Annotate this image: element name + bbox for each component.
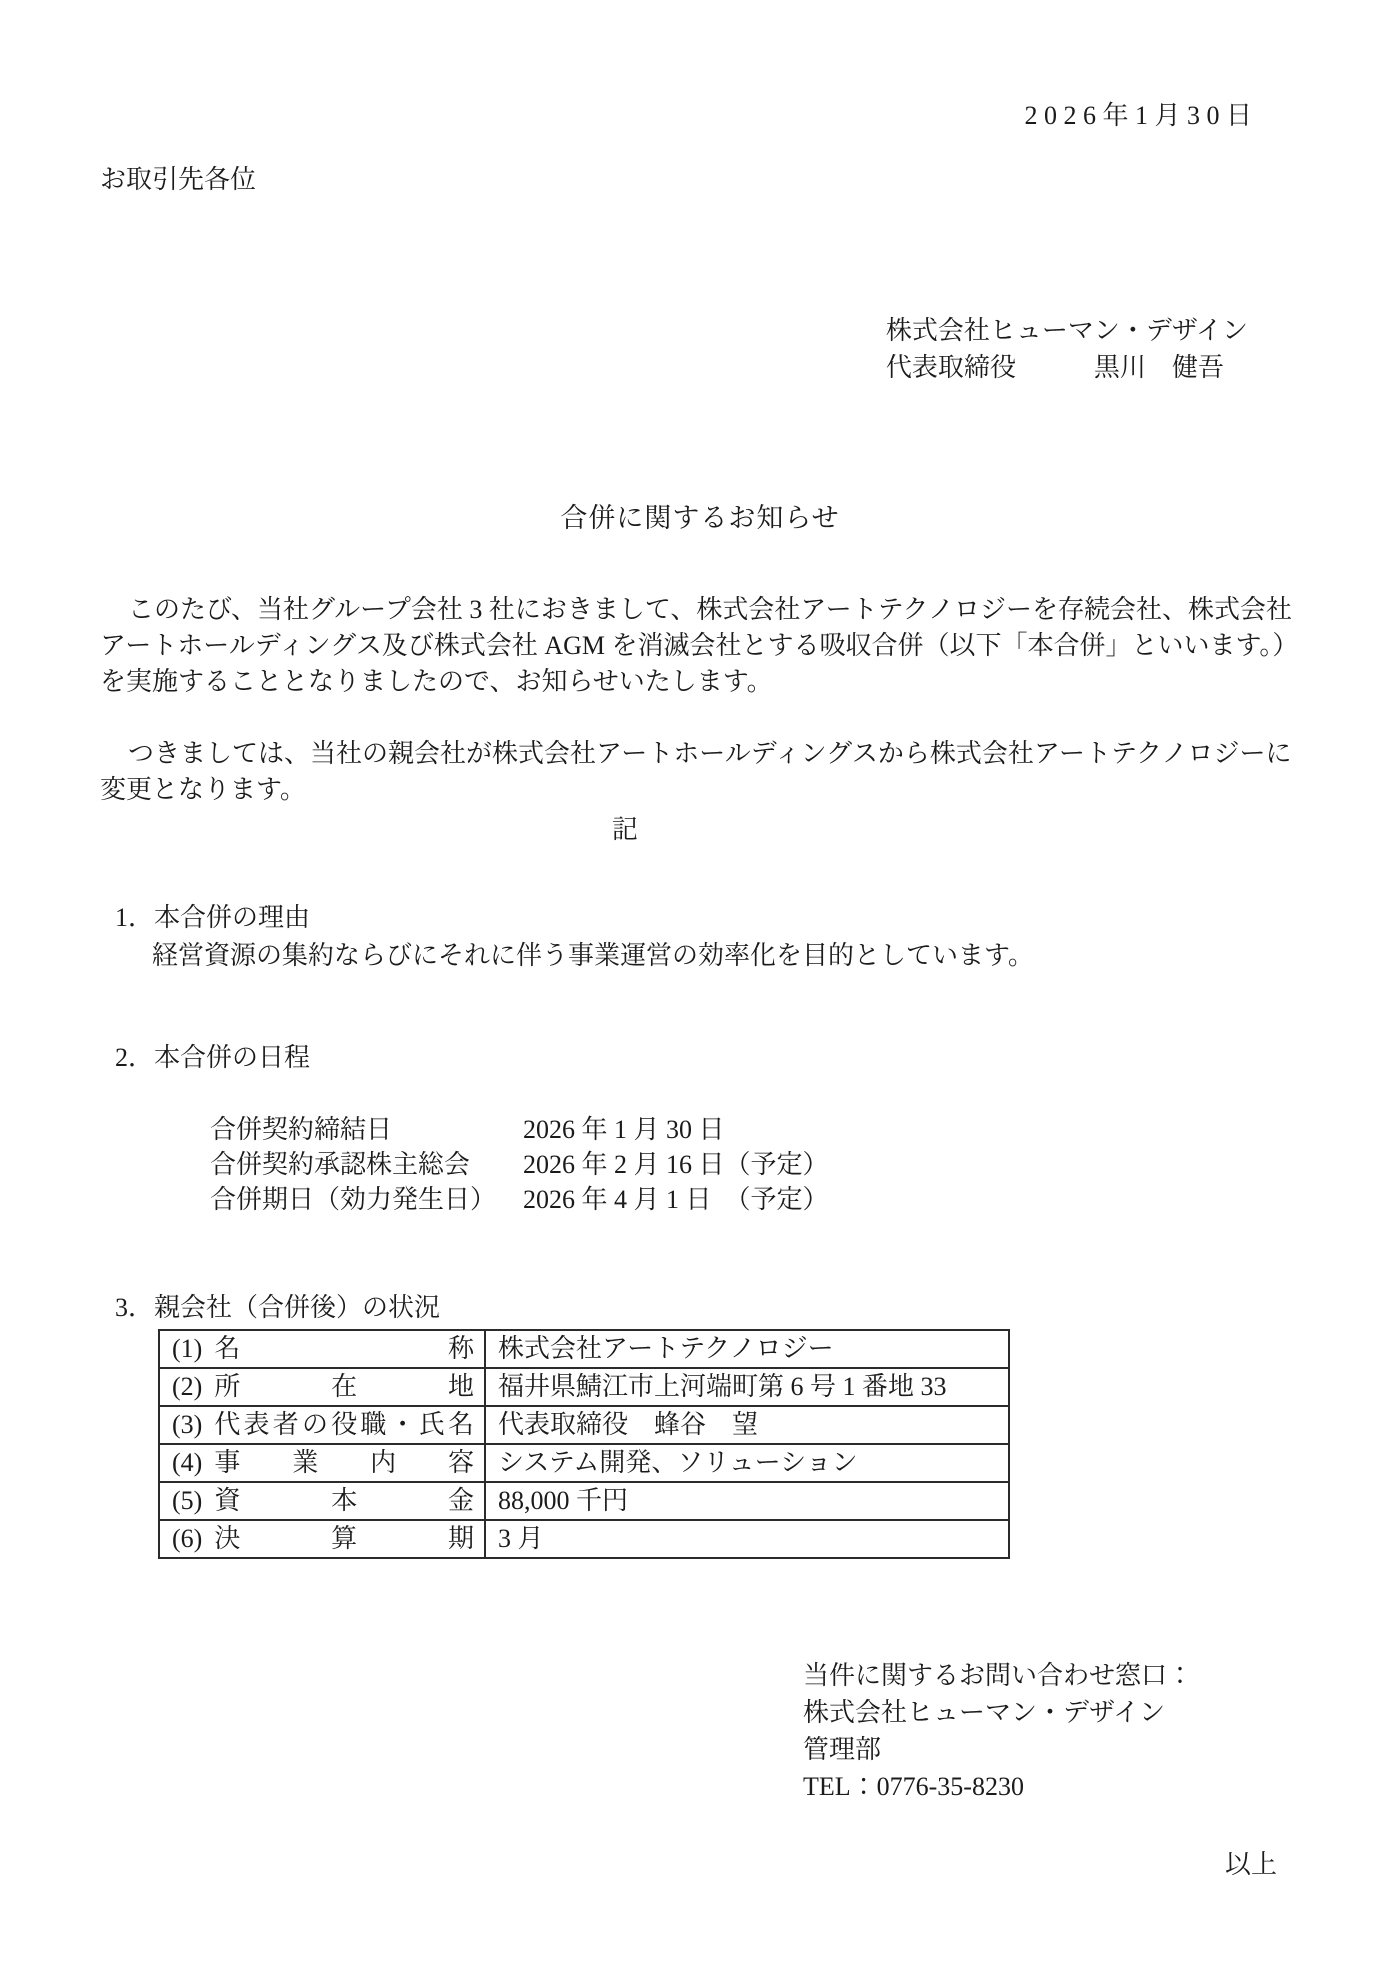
contact-company: 株式会社ヒューマン・デザイン (803, 1698, 1166, 1727)
table-row-business (159, 1444, 1009, 1482)
section-reason (100, 900, 1300, 974)
document-date: 2 0 2 6 年 1 月 3 0 日 (1024, 101, 1252, 130)
schedule-list (210, 1112, 1300, 1217)
table-row-label: 代表者の役職・氏名 (214, 1410, 474, 1439)
table-row-value: 代表取締役 蜂谷 望 (485, 1406, 1009, 1444)
table-row-representative (159, 1406, 1009, 1444)
paragraph-merger-announcement: このたび、当社グループ会社 3 社におきまして、株式会社アートテクノロジーを存続会社、株式会社アートホールディングス及び株式会社 AGM を消滅会社とする吸収合併（以下「本合併」といいます。）を実施することとなりましたので、お知らせいたします。 (100, 595, 1299, 696)
section-parent-company-heading: 3．親会社（合併後）の状況 (115, 1293, 441, 1322)
table-row-number: (6) (172, 1524, 203, 1553)
table-row-value: 3 月 (485, 1520, 1009, 1558)
table-row-value: 福井県鯖江市上河端町第 6 号 1 番地 33 (485, 1368, 1009, 1406)
closing-mark: 以上 (1224, 1850, 1277, 1879)
section-schedule (100, 1040, 1300, 1217)
table-row-number: (2) (172, 1372, 203, 1401)
table-row-label: 名称 (214, 1334, 474, 1363)
table-row-value: システム開発、ソリューション (485, 1444, 1009, 1482)
section-parent-company-status (100, 1290, 1300, 1559)
schedule-label: 合併契約締結日 (210, 1115, 393, 1144)
schedule-row-effective-date (210, 1182, 1300, 1217)
schedule-row-shareholders-meeting (210, 1147, 1300, 1182)
schedule-value: 2026 年 2 月 16 日（予定） (523, 1150, 829, 1179)
recipient-line: お取引先各位 (100, 165, 257, 194)
section-schedule-heading: 2．本合併の日程 (115, 1043, 311, 1072)
schedule-label: 合併期日（効力発生日） (210, 1185, 497, 1214)
sender-representative: 代表取締役 黒川 健吾 (885, 353, 1224, 382)
table-row-number: (3) (172, 1410, 203, 1439)
section-reason-body: 経営資源の集約ならびにそれに伴う事業運営の効率化を目的としています。 (152, 941, 1034, 970)
table-row-label: 所在地 (214, 1372, 474, 1401)
table-row-number: (1) (172, 1334, 203, 1363)
sender-company: 株式会社ヒューマン・デザイン (885, 316, 1248, 345)
contact-tel: TEL：0776-35-8230 (803, 1772, 1024, 1801)
table-row-number: (5) (172, 1486, 203, 1515)
section-reason-heading: 1．本合併の理由 (115, 903, 311, 932)
document-title: 合併に関するお知らせ (560, 503, 840, 533)
parent-company-table (158, 1329, 1010, 1559)
table-row-label: 決算期 (214, 1524, 474, 1553)
schedule-row-contract-date (210, 1112, 1300, 1147)
schedule-value: 2026 年 4 月 1 日 （予定） (523, 1185, 829, 1214)
table-row-name (159, 1330, 1009, 1368)
contact-block (803, 1657, 1300, 1805)
table-row-number: (4) (172, 1448, 203, 1477)
table-row-label: 事業内容 (214, 1448, 474, 1477)
schedule-value: 2026 年 1 月 30 日 (523, 1115, 725, 1144)
table-row-value: 88,000 千円 (485, 1482, 1009, 1520)
table-row-capital (159, 1482, 1009, 1520)
table-row-value: 株式会社アートテクノロジー (485, 1330, 1009, 1368)
table-row-address (159, 1368, 1009, 1406)
contact-heading: 当件に関するお問い合わせ窓口： (803, 1661, 1194, 1690)
contact-department: 管理部 (803, 1735, 882, 1764)
table-row-label: 資本金 (214, 1486, 474, 1515)
table-row-fiscal-term (159, 1520, 1009, 1558)
sender-block (100, 312, 1300, 386)
schedule-label: 合併契約承認株主総会 (210, 1150, 471, 1179)
remark-mark: 記 (611, 815, 638, 844)
paragraph-parent-company-change: つきましては、当社の親会社が株式会社アートホールディングスから株式会社アートテクノロジーに変更となります。 (100, 739, 1292, 804)
